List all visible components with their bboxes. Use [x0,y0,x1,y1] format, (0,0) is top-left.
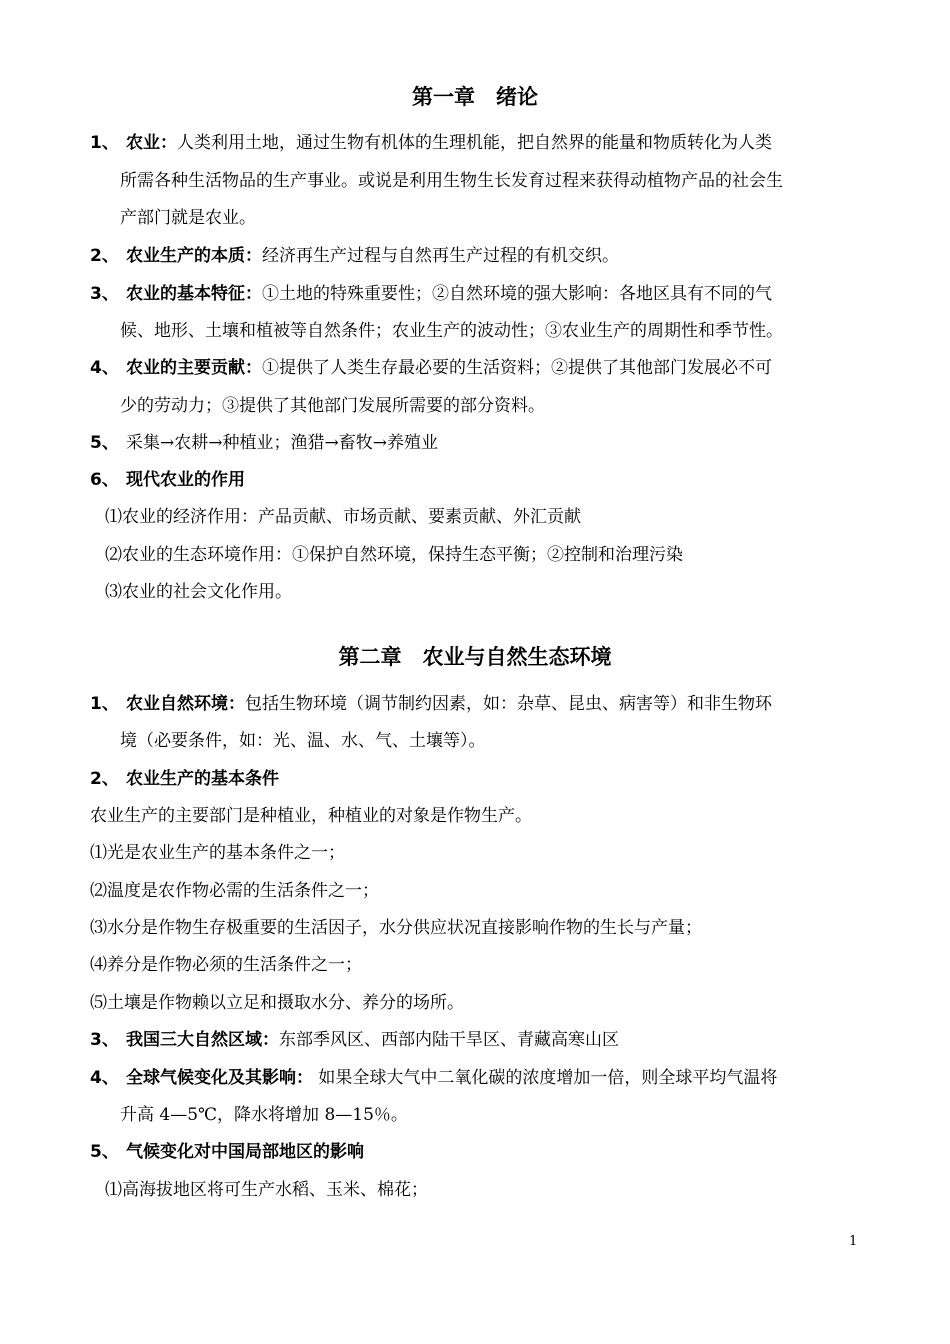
item-number: 3、 [90,284,119,304]
item-number: 3、 [90,1030,119,1050]
definition: ①土地的特殊重要性；②自然环境的强大影响：各地区具有不同的气 [262,284,772,304]
ch2-item-2-sub-3: ⑶水分是作物生存极重要的生活因子，水分供应状况直接影响作物的生长与产量； [90,918,702,938]
definition: 如果全球大气中二氧化碳的浓度增加一倍，则全球平均气温将 [313,1068,778,1088]
ch1-item-6-sub-3: ⑶农业的社会文化作用。 [105,582,292,602]
term: 农业： [126,133,177,153]
chapter-2-title: 第二章 农业与自然生态环境 [338,645,612,669]
ch2-item-2-paragraph: 农业生产的主要部门是种植业，种植业的对象是作物生产。 [90,806,532,826]
definition: 人类利用土地，通过生物有机体的生理机能，把自然界的能量和物质转化为人类 [177,133,772,153]
term: 农业的基本特征： [126,284,262,304]
definition: ①提供了人类生存最必要的生活资料；②提供了其他部门发展必不可 [262,358,772,378]
ch2-item-2-sub-4: ⑷养分是作物必须的生活条件之一； [90,955,362,975]
item-number: 4、 [90,1068,119,1088]
ch2-item-5-sub-1: ⑴高海拔地区将可生产水稻、玉米、棉花； [105,1180,428,1200]
item-number: 1、 [90,133,119,153]
item-text: 采集→农耕→种植业；渔猎→畜牧→养殖业 [126,433,438,453]
item-number: 5、 [90,1142,119,1162]
item-number: 2、 [90,246,119,266]
ch2-item-4 [90,1065,777,1091]
ch1-item-3 [90,281,772,307]
term: 农业自然环境： [126,694,245,714]
item-number: 6、 [90,470,119,490]
ch1-item-6 [90,467,245,493]
item-number: 2、 [90,769,119,789]
ch2-item-2-sub-5: ⑸土壤是作物赖以立足和摄取水分、养分的场所。 [90,993,464,1013]
ch1-item-2 [90,243,619,269]
ch2-item-2-sub-2: ⑵温度是农作物必需的生活条件之一； [90,881,379,901]
item-number: 5、 [90,433,119,453]
ch2-item-5 [90,1139,364,1165]
definition: 经济再生产过程与自然再生产过程的有机交织。 [262,246,619,266]
ch1-item-1-line-3: 产部门就是农业。 [120,208,256,228]
term: 我国三大自然区域： [126,1030,279,1050]
ch1-item-1-line-2: 所需各种生活物品的生产事业。或说是利用生物生长发育过程来获得动植物产品的社会生 [120,171,783,191]
item-number: 1、 [90,694,119,714]
term: 全球气候变化及其影响： [126,1068,313,1088]
ch1-item-1 [90,130,772,156]
page-number: 1 [849,1234,858,1249]
ch2-item-2 [90,766,279,792]
ch1-item-4 [90,355,772,381]
ch2-item-3 [90,1027,619,1053]
ch2-item-2-sub-1: ⑴光是农业生产的基本条件之一； [90,843,345,863]
ch1-item-5 [90,430,438,456]
ch2-item-4-line-2: 升高 4—5℃，降水将增加 8—15％。 [120,1105,408,1125]
item-number: 4、 [90,358,119,378]
term: 农业生产的本质： [126,246,262,266]
term: 农业的主要贡献： [126,358,262,378]
ch1-item-3-line-2: 候、地形、土壤和植被等自然条件；农业生产的波动性；③农业生产的周期性和季节性。 [120,321,783,341]
term: 现代农业的作用 [126,470,245,490]
definition: 东部季风区、西部内陆干旱区、青藏高寒山区 [279,1030,619,1050]
chapter-1-title: 第一章 绪论 [412,85,538,109]
ch2-item-1 [90,691,772,717]
ch1-item-6-sub-2: ⑵农业的生态环境作用：①保护自然环境，保持生态平衡；②控制和治理污染 [105,545,683,565]
ch1-item-4-line-2: 少的劳动力；③提供了其他部门发展所需要的部分资料。 [120,396,545,416]
ch1-item-6-sub-1: ⑴农业的经济作用：产品贡献、市场贡献、要素贡献、外汇贡献 [105,507,581,527]
definition: 包括生物环境（调节制约因素，如：杂草、昆虫、病害等）和非生物环 [245,694,772,714]
ch2-item-1-line-2: 境（必要条件，如：光、温、水、气、土壤等）。 [120,731,486,751]
term: 农业生产的基本条件 [126,769,279,789]
term: 气候变化对中国局部地区的影响 [126,1142,364,1162]
